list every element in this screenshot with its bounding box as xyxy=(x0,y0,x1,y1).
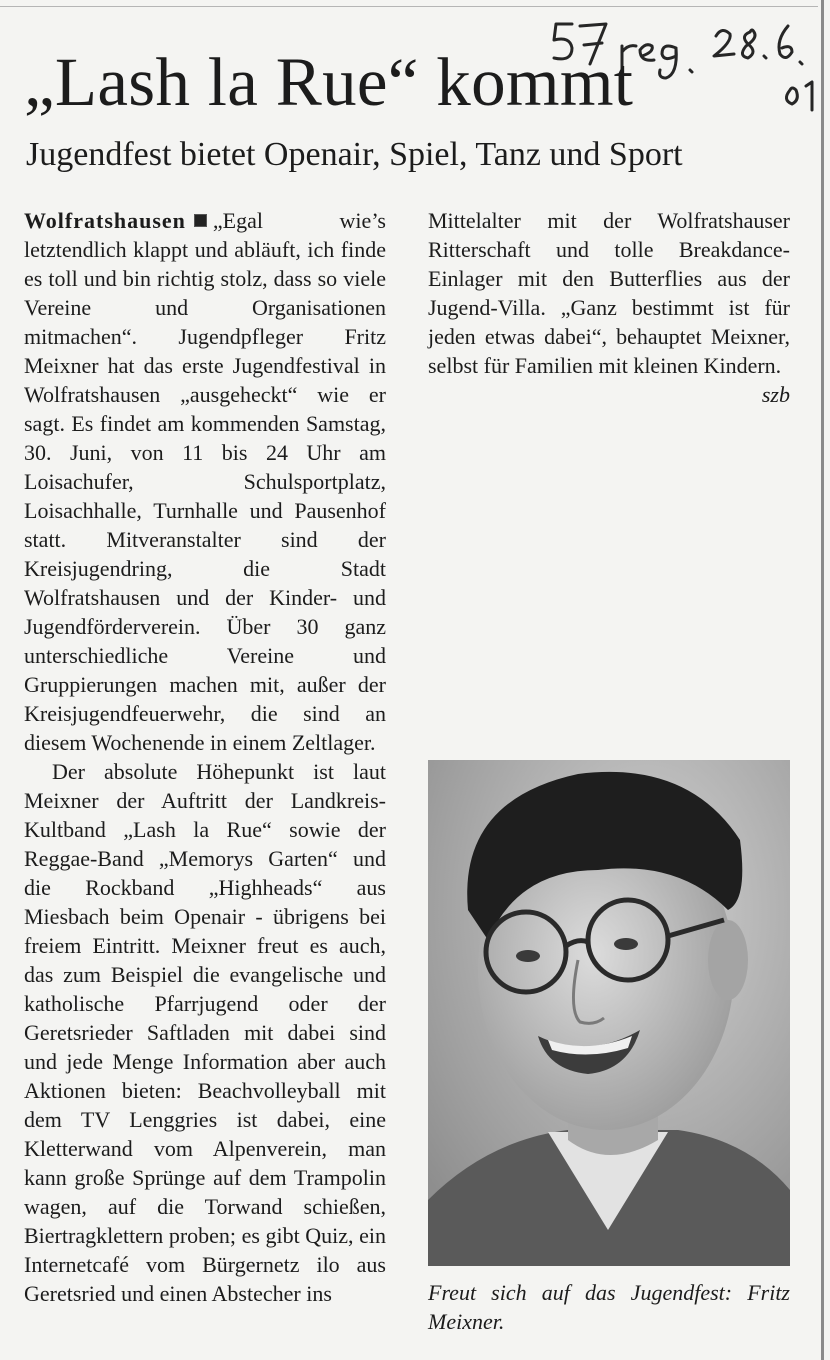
photo-caption: Freut sich auf das Jugendfest: Fritz Meixner. xyxy=(428,1280,790,1334)
lead-text: „Egal wie’s letztendlich klappt und abläuft, ich finde es toll und bin richtig stolz, dass so viele Vereine und Organisationen mitmachen“. Jugendpfleger Fritz Meixner hat das erste Jugendfestival in Wolfratshausen „ausgeheckt“ wie er sagt. Es findet am kommenden Samstag, 30. Juni, von 11 bis 24 Uhr am Loisachufer, Schulsportplatz, Loisachhalle, Turnhalle und Pausenhof statt. Mitveranstalter sind der Kreisjugendring, die Stadt Wolfratshausen und der Kinder- und Jugendförderverein. Über 30 ganz unterschiedliche Vereine und Gruppierungen machen mit, außer der Kreisjugendfeuerwehr, die sind an diesem Wochenende in einem Zeltlager. xyxy=(24,208,386,755)
portrait-image xyxy=(428,760,790,1266)
article-continuation: Mittelalter mit der Wolfratshauser Ritterschaft und tolle Breakdance-Einlager mit den Butterflies aus der Jugend-Villa. „Ganz bestimmt ist für jeden etwas dabei“, behauptet Meixner, selbst für Familien mit kleinen Kindern. xyxy=(428,208,790,378)
lead-paragraph xyxy=(24,206,386,757)
paragraph-2-text: Der absolute Höhepunkt ist laut Meixner der Auftritt der Landkreis-Kultband „Lash la Rue“ sowie der Reggae-Band „Memorys Garten“ und die Rockband „Highheads“ aus Miesbach beim Openair - übrigens bei freiem Eintritt. Meixner freut es auch, das zum Beispiel die evangelische und katholische Pfarrjugend oder der Geretsrieder Saftladen mit dabei sind und jede Menge Information aber auch Aktionen bieten: Beachvolleyball mit dem TV Lenggries ist dabei, eine Kletterwand vom Alpenverein, man kann große Sprünge auf dem Trampolin wagen, auf die Torwand schießen, Biertragklettern proben; es gibt Quiz, ein Internetcafé vom Bürgernetz ilo aus Geretsried und einen Abstecher ins xyxy=(24,759,386,1306)
headline: „Lash la Rue“ kommt xyxy=(24,44,634,120)
subheadline: Jugendfest bietet Openair, Spiel, Tanz und Sport xyxy=(26,136,683,173)
dateline: Wolfratshausen xyxy=(24,208,186,233)
article-column-2 xyxy=(428,206,790,409)
clipping-top-edge xyxy=(0,6,818,7)
dateline-marker xyxy=(194,214,207,227)
clipping-right-edge xyxy=(821,0,824,1360)
author-initials: szb xyxy=(761,382,790,407)
body-paragraph xyxy=(24,757,386,1308)
portrait-photo xyxy=(428,760,790,1266)
article-column-1 xyxy=(24,206,386,1308)
